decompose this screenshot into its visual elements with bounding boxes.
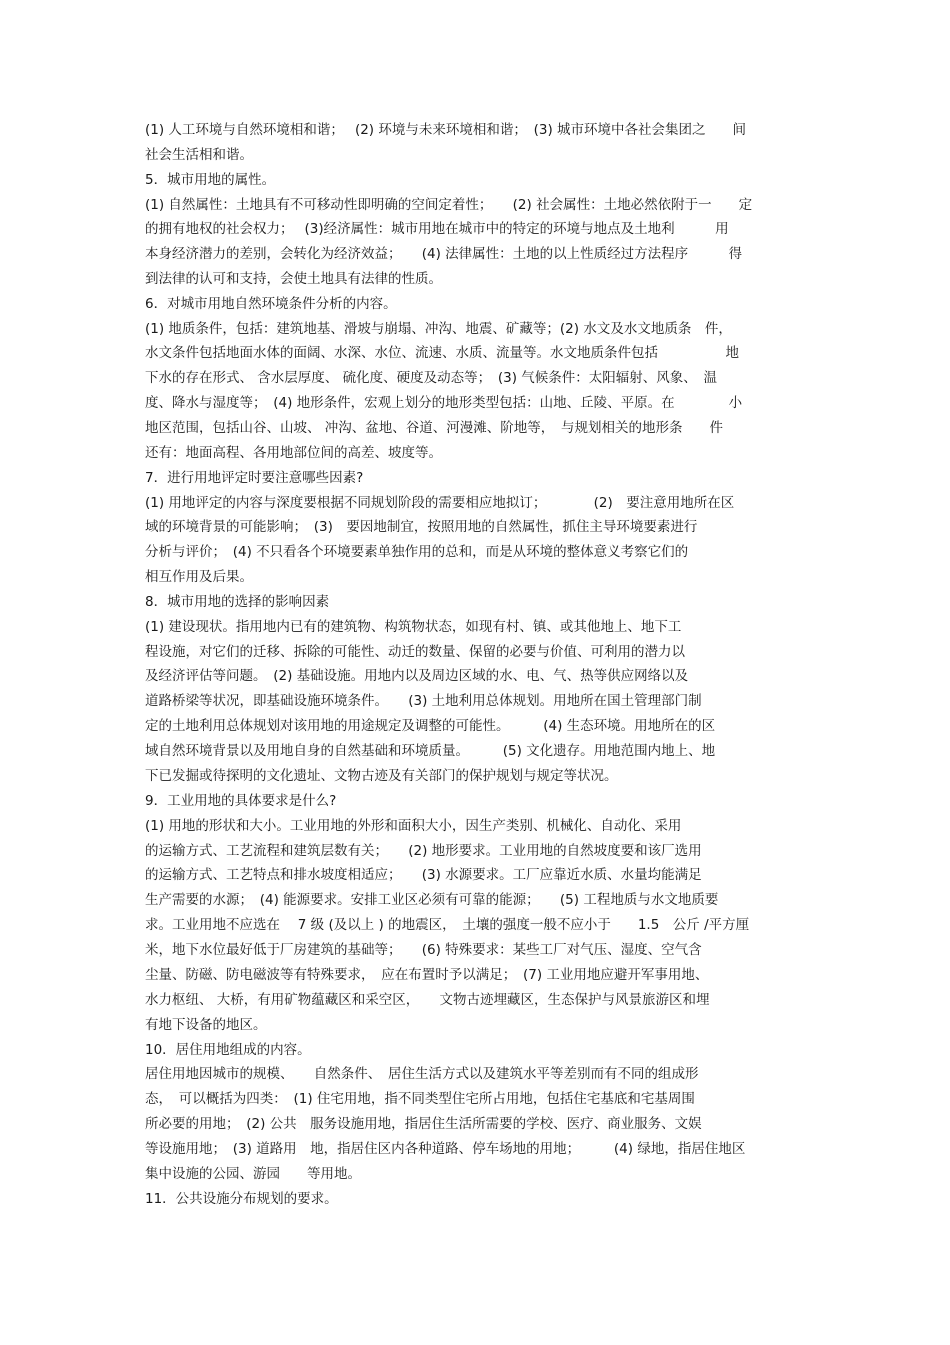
text-line: 度、降水与湿度等； (4) 地形条件，宏观上划分的地形类型包括：山地、丘陵、平原。在 小 (145, 395, 743, 411)
text-line: 还有：地面高程、各用地部位间的高差、坡度等。 (145, 445, 442, 461)
text-line: (1) 建设现状。指用地内已有的建筑物、构筑物状态，如现有村、镇、或其他地上、地下工 (145, 619, 682, 635)
text-line: 水文条件包括地面水体的面阔、水深、水位、流速、水质、流量等。水文地质条件包括 地 (145, 345, 739, 361)
text-line: 等设施用地； (3) 道路用 地，指居住区内各种道路、停车场地的用地； (4) 绿地，指居住地区 (145, 1141, 746, 1157)
text-line: (1) 用地的形状和大小。工业用地的外形和面积大小，因生产类别、机械化、自动化、采用 (145, 818, 682, 834)
text-line: 相互作用及后果。 (145, 569, 253, 585)
text-line: (1) 用地评定的内容与深度要根据不同规划阶段的需要相应地拟订； (2) 要注意用地所在区 (145, 495, 735, 511)
text-line: (1) 自然属性：土地具有不可移动性即明确的空间定着性； (2) 社会属性：土地必然依附于一 定 (145, 197, 753, 213)
text-line: 尘量、防磁、防电磁波等有特殊要求， 应在布置时予以满足； (7) 工业用地应避开军事用地、 (145, 967, 709, 983)
text-line: 集中设施的公园、游园 等用地。 (145, 1166, 361, 1182)
text-line: 社会生活相和谐。 (145, 147, 253, 163)
text-line: 本身经济潜力的差别，会转化为经济效益； (4) 法律属性：土地的以上性质经过方法程序 得 (145, 246, 743, 262)
text-line: 地区范围，包括山谷、山坡、 冲沟、盆地、谷道、河漫滩、阶地等， 与规划相关的地形条 件 (145, 420, 724, 436)
text-line: 米，地下水位最好低于厂房建筑的基础等； (6) 特殊要求：某些工厂对气压、湿度、空气含 (145, 942, 702, 958)
text-line: (1) 人工环境与自然环境相和谐； (2) 环境与未来环境相和谐； (3) 城市环境中各社会集团之 间 (145, 122, 747, 138)
text-line: 分析与评价； (4) 不只看各个环境要素单独作用的总和，而是从环境的整体意义考察它们的 (145, 544, 689, 560)
text-line: 域的环境背景的可能影响； (3) 要因地制宜，按照用地的自然属性，抓住主导环境要素进行 (145, 519, 698, 535)
text-line: 下水的存在形式、 含水层厚度、 硫化度、硬度及动态等； (3) 气候条件：太阳辐射、风象、 温 (145, 370, 717, 386)
text-line: 道路桥梁等状况，即基础设施环境条件。 (3) 土地利用总体规划。用地所在国土管理部门制 (145, 693, 702, 709)
text-line: (1) 地质条件，包括：建筑地基、滑坡与崩塌、冲沟、地震、矿藏等；(2) 水文及水文地质条 件， (145, 321, 732, 337)
section-heading: 5．城市用地的属性。 (145, 172, 276, 188)
text-line: 下已发掘或待探明的文化遗址、文物古迹及有关部门的保护规划与规定等状况。 (145, 768, 618, 784)
text-line: 域自然环境背景以及用地自身的自然基础和环境质量。 (5) 文化遗存。用地范围内地上、地 (145, 743, 716, 759)
section-heading: 6．对城市用地自然环境条件分析的内容。 (145, 296, 397, 312)
text-line: 的运输方式、工艺流程和建筑层数有关； (2) 地形要求。工业用地的自然坡度要和该厂选用 (145, 843, 702, 859)
text-line: 求。工业用地不应选在 7 级 (及以上 ) 的地震区， 土壤的强度一般不应小于 1.5 公斤 /平方厘 (145, 917, 750, 933)
section-heading: 10．居住用地组成的内容。 (145, 1042, 311, 1058)
text-line: 有地下设备的地区。 (145, 1017, 267, 1033)
text-line: 到法律的认可和支持，会使土地具有法律的性质。 (145, 271, 442, 287)
text-line: 定的土地利用总体规划对该用地的用途规定及调整的可能性。 (4) 生态环境。用地所在的区 (145, 718, 716, 734)
text-line: 态， 可以概括为四类： (1) 住宅用地，指不同类型住宅所占用地，包括住宅基底和宅基周围 (145, 1091, 695, 1107)
section-heading: 9．工业用地的具体要求是什么? (145, 793, 337, 809)
text-line: 的运输方式、工艺特点和排水坡度相适应； (3) 水源要求。工厂应靠近水质、水量均能满足 (145, 867, 702, 883)
text-line: 水力枢纽、 大桥，有用矿物蕴藏区和采空区， 文物古迹埋藏区，生态保护与风景旅游区和埋 (145, 992, 710, 1008)
text-line: 所必要的用地； (2) 公共 服务设施用地，指居住生活所需要的学校、医疗、商业服务、文娱 (145, 1116, 702, 1132)
section-heading: 11．公共设施分布规划的要求。 (145, 1191, 338, 1207)
section-heading: 7．进行用地评定时要注意哪些因素? (145, 470, 364, 486)
text-line: 生产需要的水源； (4) 能源要求。安排工业区必须有可靠的能源； (5) 工程地质与水文地质要 (145, 892, 719, 908)
text-line: 程设施，对它们的迁移、拆除的可能性、动迁的数量、保留的必要与价值、可利用的潜力以 (145, 644, 685, 660)
text-line: 的拥有地权的社会权力； (3)经济属性：城市用地在城市中的特定的环境与地点及土地利 用 (145, 221, 729, 237)
text-line: 居住用地因城市的规模、 自然条件、 居住生活方式以及建筑水平等差别而有不同的组成形 (145, 1066, 699, 1082)
text-line: 及经济评估等问题。 (2) 基础设施。用地内以及周边区域的水、电、气、热等供应网络以及 (145, 668, 689, 684)
section-heading: 8．城市用地的选择的影响因素 (145, 594, 330, 610)
